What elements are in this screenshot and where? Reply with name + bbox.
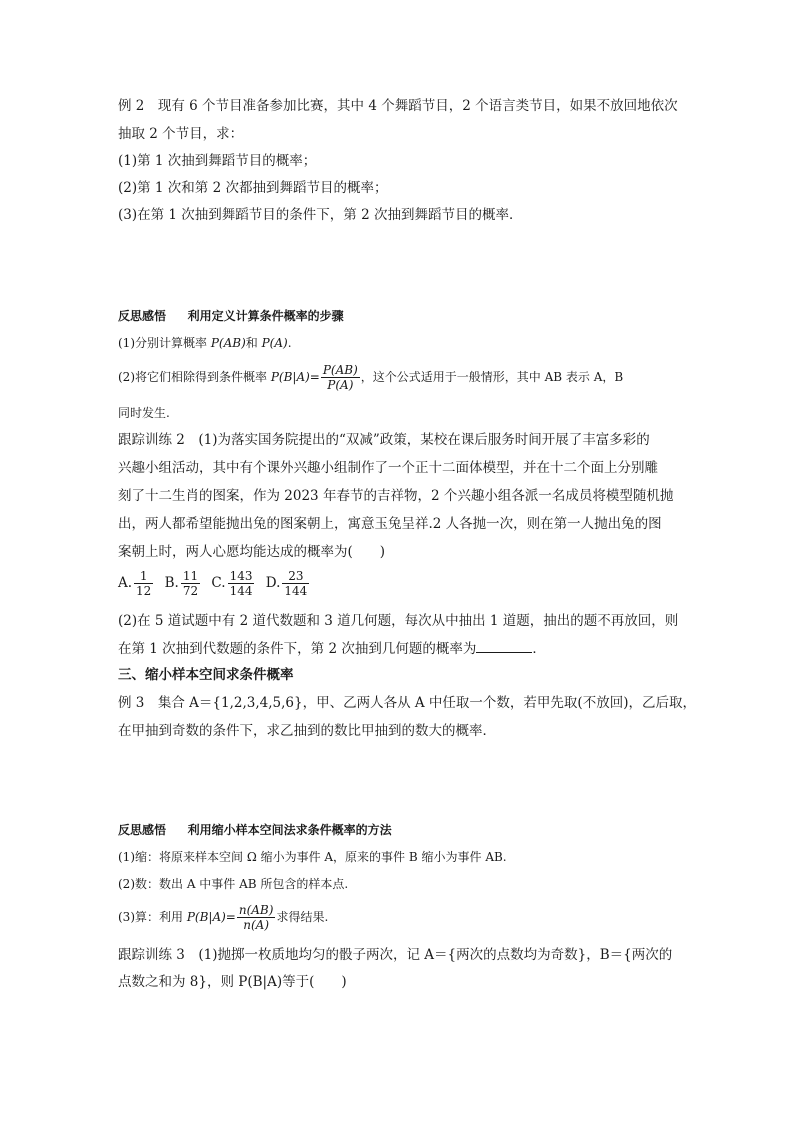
fraction-denominator: P(A): [327, 378, 354, 392]
option-a-den: 12: [136, 584, 152, 598]
step-2-pba: P(B|A): [270, 370, 310, 384]
part-2-text: 在第 1 次抽到代数题的条件下，第 2 次抽到几何题的概率为: [118, 641, 477, 657]
option-a-label: A.: [118, 575, 133, 591]
option-b[interactable]: [164, 569, 202, 598]
step-2-fraction: [321, 363, 360, 392]
option-b-fraction: [181, 569, 200, 598]
example-2-question-3: (3)在第 1 次抽到舞蹈节目的条件下，第 2 次抽到舞蹈节目的概率．: [118, 207, 523, 223]
reflection-1-step-2: [118, 360, 623, 394]
step-3-fraction: [237, 903, 276, 932]
option-a-fraction: [134, 569, 153, 598]
step-2-text: (2)将它们相除得到条件概率: [118, 370, 271, 384]
reflection-1-step-2-cont: 同时发生.: [118, 406, 170, 420]
option-b-den: 72: [182, 584, 199, 598]
section-3-title: 三、缩小样本空间求条件概率: [118, 667, 294, 683]
option-b-label: B.: [164, 575, 179, 591]
step-1-text: (1)分别计算概率: [118, 336, 211, 350]
option-d-label: D.: [265, 575, 281, 591]
example-2-question-2: (2)第 1 次和第 2 次都抽到舞蹈节目的概率；: [118, 180, 388, 196]
step-3-pba: P(B|A): [186, 910, 226, 924]
option-c[interactable]: [211, 569, 255, 598]
step-2-post: ，这个公式适用于一般情形，其中 AB 表示 A，B: [360, 370, 624, 384]
reflection-2-heading-line: [118, 820, 392, 840]
option-c-label: C.: [211, 575, 226, 591]
option-d-num: 23: [282, 569, 309, 584]
training-3-line-1: 跟踪训练 3 (1)抛掷一枚质地均匀的骰子两次，记 A＝{两次的点数均为奇数}，B＝{两次的: [118, 947, 673, 963]
step-2-equals: =: [309, 370, 320, 384]
reflection-2-step-3: [118, 900, 328, 934]
reflection-1-title: 利用定义计算条件概率的步骤: [187, 309, 344, 323]
reflection-2-step-1: (1)缩：将原来样本空间 Ω 缩小为事件 A，原来的事件 B 缩小为事件 AB.: [118, 850, 507, 864]
training-2-part-2-line-2: [118, 638, 546, 659]
answer-blank[interactable]: [476, 638, 532, 653]
option-d-fraction: [282, 569, 309, 598]
option-b-num: 11: [182, 569, 199, 583]
example-2-line-1: 例 2 现有 6 个节目准备参加比赛，其中 4 个舞蹈节目，2 个语言类节目，如果不放回地依次: [118, 98, 678, 114]
training-2-line-5: 案朝上时，两人心愿均能达成的概率为( ): [118, 544, 386, 560]
reflection-1-step-1: [118, 333, 292, 353]
step-3-post: 求得结果.: [276, 910, 329, 924]
option-a-num: 1: [134, 569, 153, 584]
reflection-1-heading-line: [118, 306, 344, 326]
option-c-num: 143: [229, 569, 253, 583]
step-1-and: 和: [245, 336, 262, 350]
option-a[interactable]: [118, 569, 154, 598]
step-3-equals: =: [225, 910, 236, 924]
example-2-question-1: (1)第 1 次抽到舞蹈节目的概率；: [118, 153, 317, 169]
training-3-line-2: 点数之和为 8}，则 P(B|A)等于( ): [118, 974, 347, 990]
fraction-denominator: n(A): [243, 918, 270, 932]
training-2-line-2: 兴趣小组活动，其中有个课外兴趣小组制作了一个正十二面体模型，并在十二个面上分别雕: [118, 460, 658, 476]
step-1-pa: P(A): [261, 336, 288, 350]
option-c-fraction: [228, 569, 255, 598]
fraction-numerator: P(AB): [322, 363, 358, 377]
training-2-part-2-line-1: (2)在 5 道试题中有 2 道代数题和 3 道几何题，每次从中抽出 1 道题，抽出的题不再放回，则: [118, 613, 679, 629]
step-1-pab: P(AB): [210, 336, 246, 350]
option-c-den: 144: [229, 584, 253, 598]
reflection-1-heading: 反思感悟: [118, 309, 167, 323]
training-2-line-1: 跟踪训练 2 (1)为落实国务院提出的“双减”政策，某校在课后服务时间开展了丰富多彩的: [118, 432, 650, 448]
reflection-2-heading: 反思感悟: [118, 823, 167, 837]
option-d-den: 144: [284, 584, 308, 598]
example-3-line-1: 例 3 集合 A＝{1,2,3,4,5,6}，甲、乙两人各从 A 中任取一个数，若甲先取(不放回)，乙后取，: [118, 695, 696, 711]
part-2-end: ．: [532, 641, 546, 657]
example-3-line-2: 在甲抽到奇数的条件下，求乙抽到的数比甲抽到的数大的概率．: [118, 723, 496, 739]
fraction-numerator: n(AB): [238, 903, 274, 917]
step-3-text: (3)算：利用: [118, 910, 187, 924]
training-2-options: [118, 566, 310, 600]
training-2-line-3: 刻了十二生肖的图案，作为 2023 年春节的吉祥物，2 个兴趣小组各派一名成员将模型随机抛: [118, 488, 674, 504]
option-d[interactable]: [265, 569, 311, 598]
example-2-line-2: 抽取 2 个节目，求：: [118, 126, 244, 142]
reflection-2-step-2: (2)数：数出 A 中事件 AB 所包含的样本点.: [118, 877, 349, 891]
training-2-line-4: 出，两人都希望能抛出兔的图案朝上，寓意玉兔呈祥.2 人各抛一次，则在第一人抛出兔的图: [118, 516, 662, 532]
step-1-end: .: [287, 336, 292, 350]
reflection-2-title: 利用缩小样本空间法求条件概率的方法: [187, 823, 392, 837]
